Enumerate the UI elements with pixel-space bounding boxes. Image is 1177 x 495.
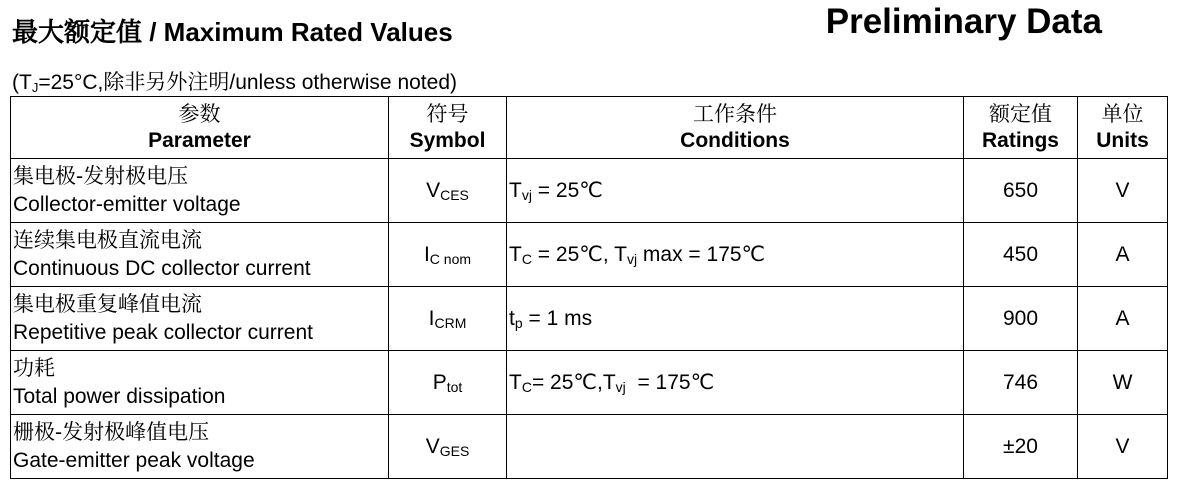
parameter-zh: 栅极-发射极峰值电压 (13, 420, 210, 444)
condition-text: max = 175℃ (637, 243, 766, 266)
conditions-cell (507, 287, 964, 351)
table-row (11, 351, 1168, 415)
symbol-subscript: GES (439, 442, 470, 459)
parameter-cell (11, 351, 389, 415)
condition-text: = 25℃,T (531, 371, 616, 394)
title-zh: 最大额定值 (12, 18, 143, 48)
header-ratings (964, 97, 1078, 159)
conditions-cell (507, 159, 964, 223)
parameter-en: Repetitive peak collector current (13, 321, 313, 344)
symbol-main: V (426, 178, 441, 202)
parameter-en: Total power dissipation (13, 385, 226, 408)
symbol-main: I (428, 306, 435, 330)
condition-text: = 25℃ (531, 179, 603, 202)
header-units (1078, 97, 1168, 159)
preliminary-data-label: Preliminary Data (825, 2, 1102, 41)
symbol-subscript: CRM (434, 314, 467, 331)
condition-subscript: C (521, 379, 532, 395)
symbol-cell (389, 159, 507, 223)
condition-text: T (509, 243, 522, 266)
header-conditions (507, 97, 964, 159)
symbol-main: P (432, 370, 447, 394)
symbol-main: V (425, 434, 440, 458)
parameter-en: Collector-emitter voltage (13, 193, 241, 216)
conditions-cell (507, 351, 964, 415)
unit-cell: A (1078, 287, 1168, 351)
condition-subscript: vj (615, 379, 626, 395)
rating-cell: ±20 (964, 415, 1078, 479)
header-ratings-zh: 额定值 (989, 102, 1052, 126)
symbol-subscript: C nom (429, 250, 472, 267)
table-row (11, 223, 1168, 287)
conditions-note (12, 66, 457, 96)
condition-subscript: vj (521, 187, 532, 203)
symbol-cell (389, 287, 507, 351)
symbol-subscript: CES (440, 186, 469, 203)
table-row (11, 415, 1168, 479)
table-header-row (11, 97, 1168, 159)
condition-text: T (509, 371, 522, 394)
rating-cell: 746 (964, 351, 1078, 415)
table-row (11, 159, 1168, 223)
rating-cell: 650 (964, 159, 1078, 223)
parameter-zh: 集电极-发射极电压 (13, 164, 189, 188)
symbol-main: I (423, 242, 430, 266)
condition-subscript: p (514, 314, 523, 331)
header-parameter-en: Parameter (148, 129, 251, 152)
header-units-en: Units (1096, 129, 1149, 152)
max-ratings-table (10, 96, 1168, 479)
header-conditions-en: Conditions (680, 129, 790, 152)
rating-cell: 450 (964, 223, 1078, 287)
parameter-zh: 连续集电极直流电流 (13, 228, 202, 252)
parameter-en: Gate-emitter peak voltage (13, 449, 255, 472)
parameter-cell (11, 287, 389, 351)
condition-text: t (509, 306, 515, 330)
parameter-cell (11, 223, 389, 287)
note-zh: 除非另外注明 (103, 70, 230, 94)
condition-subscript: vj (626, 251, 638, 267)
header-ratings-en: Ratings (981, 129, 1059, 152)
header-parameter-zh: 参数 (178, 102, 221, 126)
title-en: / Maximum Rated Values (142, 17, 453, 47)
unit-cell: V (1078, 415, 1168, 479)
condition-text: = 1 ms (522, 306, 593, 330)
symbol-cell (389, 415, 507, 479)
condition-text: T (509, 179, 522, 202)
unit-cell: V (1078, 159, 1168, 223)
page-title (12, 12, 453, 49)
parameter-en: Continuous DC collector current (13, 257, 311, 280)
header-parameter (11, 97, 389, 159)
condition-text: = 175℃ (625, 371, 715, 394)
condition-text: = 25℃, T (531, 243, 627, 266)
header-units-zh: 单位 (1101, 102, 1144, 126)
note-en: /unless otherwise noted) (229, 71, 457, 94)
symbol-subscript: tot (446, 378, 463, 395)
note-temperature: =25°C, (38, 71, 104, 94)
symbol-cell (389, 351, 507, 415)
conditions-cell (507, 415, 964, 479)
rating-cell: 900 (964, 287, 1078, 351)
unit-cell: A (1078, 223, 1168, 287)
parameter-zh: 功耗 (13, 356, 55, 380)
table-row (11, 287, 1168, 351)
symbol-cell (389, 223, 507, 287)
parameter-cell (11, 159, 389, 223)
header-symbol-zh: 符号 (426, 102, 469, 126)
parameter-zh: 集电极重复峰值电流 (13, 292, 202, 316)
header-symbol-en: Symbol (409, 129, 486, 152)
header-conditions-zh: 工作条件 (693, 102, 777, 126)
header-symbol (389, 97, 507, 159)
condition-subscript: C (521, 251, 532, 267)
conditions-cell (507, 223, 964, 287)
note-subscript: J (31, 80, 39, 95)
unit-cell: W (1078, 351, 1168, 415)
parameter-cell (11, 415, 389, 479)
note-prefix: (T (12, 71, 32, 94)
